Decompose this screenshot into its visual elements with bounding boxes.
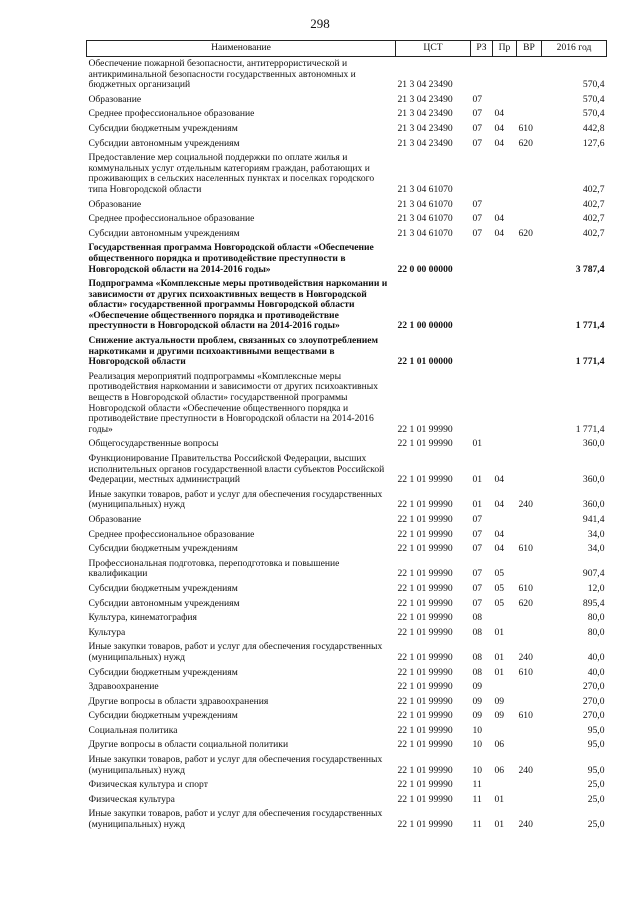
cell-pr: 01 <box>494 651 505 663</box>
cell-pr: 04 <box>494 137 505 149</box>
cell-amount: 570,4 <box>582 79 605 91</box>
cell-pr <box>493 57 517 93</box>
cell-name: Иные закупки товаров, работ и услуг для обеспечения государственных (муниципальных) нужд <box>88 488 383 511</box>
header-name: Наименование <box>87 41 396 57</box>
cell-pr: 06 <box>494 739 505 751</box>
cell-cst: 22 1 01 99990 <box>397 695 453 707</box>
cell-pr: 05 <box>494 568 505 580</box>
cell-rz: 07 <box>472 528 483 540</box>
cell-pr: 05 <box>494 582 505 594</box>
cell-rz: 09 <box>472 710 483 722</box>
table-row <box>87 137 607 152</box>
cell-cst: 22 1 00 00000 <box>397 320 453 332</box>
cell-pr: 04 <box>494 474 505 486</box>
cell-cst: 21 3 04 61070 <box>397 227 453 239</box>
cell-cst: 22 1 01 00000 <box>397 356 453 368</box>
cell-name: Социальная политика <box>88 724 178 736</box>
cell-amount: 80,0 <box>587 626 605 638</box>
cell-vr: 240 <box>518 499 533 511</box>
cell-vr <box>517 212 542 227</box>
cell-amount: 907,4 <box>582 568 605 580</box>
table-row <box>87 212 607 227</box>
cell-name: Культура, кинематография <box>88 612 197 624</box>
cell-name: Предоставление мер социальной поддержки по оплате жилья и коммунальных услуг отдельным категориям граждан, работающих и проживающих в сельских населенных пунктах и поселках городского типа Новгородской области <box>88 152 375 195</box>
cell-pr: 06 <box>494 764 505 776</box>
cell-vr <box>517 437 542 452</box>
cell-rz: 07 <box>472 122 483 134</box>
cell-name: Субсидии бюджетным учреждениям <box>88 543 238 555</box>
cell-name: Реализация мероприятий подпрограммы «Комплексные меры противодействия наркомании и зависимости от других психоактивных веществ в Новгородской области» государственной программы Новгородской области «Обеспечение общественного порядка и противодействие преступности в Новгородской области на 2014-2016 годы» <box>88 370 379 435</box>
cell-amount: 34,0 <box>587 543 605 555</box>
table-row <box>87 452 607 488</box>
cell-amount: 360,0 <box>582 474 605 486</box>
cell-rz: 07 <box>472 198 483 210</box>
page-number: 298 <box>310 16 330 31</box>
cell-rz: 07 <box>472 227 483 239</box>
cell-vr <box>517 198 542 213</box>
cell-name: Образование <box>88 198 142 210</box>
cell-vr <box>517 370 542 438</box>
cell-amount: 25,0 <box>587 793 605 805</box>
cell-rz: 07 <box>472 568 483 580</box>
cell-rz: 07 <box>472 582 483 594</box>
cell-amount: 34,0 <box>587 528 605 540</box>
cell-rz: 07 <box>472 213 483 225</box>
cell-pr <box>493 778 517 793</box>
cell-name: Среднее профессиональное образование <box>88 108 255 120</box>
table-row <box>87 666 607 681</box>
cell-name: Субсидии автономным учреждениям <box>88 137 240 149</box>
table-row <box>87 513 607 528</box>
cell-rz: 10 <box>472 724 483 736</box>
cell-vr <box>517 107 542 122</box>
table-row <box>87 753 607 778</box>
table-row <box>87 334 607 370</box>
cell-cst: 21 3 04 61070 <box>397 183 453 195</box>
cell-cst: 22 0 00 00000 <box>397 263 453 275</box>
cell-vr <box>517 513 542 528</box>
cell-rz: 07 <box>472 543 483 555</box>
cell-vr: 610 <box>518 122 533 134</box>
cell-name: Культура <box>88 626 126 638</box>
table-row <box>87 241 607 277</box>
cell-cst: 22 1 01 99990 <box>397 582 453 594</box>
cell-rz: 07 <box>472 93 483 105</box>
cell-cst: 22 1 01 99990 <box>397 724 453 736</box>
header-rz: РЗ <box>471 41 493 57</box>
cell-rz <box>471 241 493 277</box>
table-row <box>87 597 607 612</box>
cell-rz: 11 <box>472 819 482 831</box>
cell-name: Общегосударственные вопросы <box>88 438 219 450</box>
cell-name: Другие вопросы в области социальной политики <box>88 739 289 751</box>
cell-rz: 09 <box>472 681 483 693</box>
budget-table <box>86 40 607 833</box>
cell-name: Государственная программа Новгородской области «Обеспечение общественного порядка и противодействие преступности в Новгородской области на 2014-2016 годы» <box>88 242 374 275</box>
cell-name: Субсидии бюджетным учреждениям <box>88 710 238 722</box>
cell-amount: 25,0 <box>587 779 605 791</box>
cell-name: Функционирование Правительства Российской Федерации, высших исполнительных органов государственной власти субъектов Российской Федерации, местных администраций <box>88 453 385 486</box>
table-row <box>87 640 607 665</box>
cell-amount: 40,0 <box>587 666 605 678</box>
cell-vr <box>517 778 542 793</box>
cell-cst: 22 1 01 99990 <box>397 528 453 540</box>
header-year: 2016 год <box>542 41 607 57</box>
cell-amount: 402,7 <box>582 227 605 239</box>
cell-amount: 127,6 <box>582 137 605 149</box>
cell-name: Обеспечение пожарной безопасности, антитеррористической и антикриминальной безопасности государственных автономных и бюджетных организаций <box>88 58 356 91</box>
cell-amount: 270,0 <box>582 695 605 707</box>
cell-pr: 09 <box>494 695 505 707</box>
cell-vr: 240 <box>518 764 533 776</box>
cell-cst: 21 3 04 61070 <box>397 213 453 225</box>
cell-name: Другие вопросы в области здравоохранения <box>88 695 269 707</box>
table-row <box>87 370 607 438</box>
table-row <box>87 778 607 793</box>
cell-amount: 895,4 <box>582 597 605 609</box>
cell-name: Субсидии автономным учреждениям <box>88 227 240 239</box>
cell-amount: 3 787,4 <box>575 263 605 275</box>
cell-vr <box>517 793 542 808</box>
cell-name: Среднее профессиональное образование <box>88 213 255 225</box>
table-row <box>87 198 607 213</box>
cell-cst: 22 1 01 99990 <box>397 793 453 805</box>
cell-vr: 620 <box>518 137 533 149</box>
table-row <box>87 695 607 710</box>
cell-rz: 08 <box>472 612 483 624</box>
cell-pr <box>493 611 517 626</box>
cell-amount: 442,8 <box>582 122 605 134</box>
cell-amount: 360,0 <box>582 499 605 511</box>
cell-cst: 22 1 01 99990 <box>397 681 453 693</box>
cell-pr <box>493 277 517 334</box>
cell-rz: 01 <box>472 438 483 450</box>
cell-name: Субсидии бюджетным учреждениям <box>88 582 238 594</box>
cell-vr <box>517 626 542 641</box>
cell-amount: 95,0 <box>587 764 605 776</box>
cell-name: Иные закупки товаров, работ и услуг для обеспечения государственных (муниципальных) нужд <box>88 808 383 831</box>
table-row <box>87 277 607 334</box>
cell-amount: 941,4 <box>582 513 605 525</box>
cell-rz: 07 <box>472 108 483 120</box>
cell-rz: 10 <box>472 764 483 776</box>
cell-rz: 11 <box>472 779 482 791</box>
table-row <box>87 557 607 582</box>
cell-rz: 07 <box>472 137 483 149</box>
cell-rz: 08 <box>472 651 483 663</box>
cell-vr: 240 <box>518 819 533 831</box>
cell-vr <box>517 557 542 582</box>
cell-amount: 25,0 <box>587 819 605 831</box>
cell-pr <box>493 724 517 739</box>
cell-pr: 04 <box>494 213 505 225</box>
table-row <box>87 793 607 808</box>
cell-cst: 22 1 01 99990 <box>397 764 453 776</box>
cell-cst: 21 3 04 23490 <box>397 79 453 91</box>
cell-rz: 07 <box>472 513 483 525</box>
table-row <box>87 151 607 197</box>
cell-amount: 402,7 <box>582 213 605 225</box>
table-row <box>87 626 607 641</box>
table-row <box>87 724 607 739</box>
cell-vr <box>517 277 542 334</box>
cell-name: Здравоохранение <box>88 681 159 693</box>
cell-rz <box>471 57 493 93</box>
cell-pr <box>493 93 517 108</box>
cell-rz: 10 <box>472 739 483 751</box>
cell-rz: 01 <box>472 474 483 486</box>
cell-cst: 22 1 01 99990 <box>397 474 453 486</box>
cell-cst: 22 1 01 99990 <box>397 423 453 435</box>
cell-rz: 07 <box>472 597 483 609</box>
cell-amount: 95,0 <box>587 724 605 736</box>
table-row <box>87 227 607 242</box>
cell-name: Субсидии бюджетным учреждениям <box>88 666 238 678</box>
cell-amount: 270,0 <box>582 710 605 722</box>
table-row <box>87 488 607 513</box>
cell-name: Физическая культура и спорт <box>88 779 208 791</box>
table-row <box>87 122 607 137</box>
cell-rz <box>471 277 493 334</box>
table-row <box>87 93 607 108</box>
cell-name: Иные закупки товаров, работ и услуг для обеспечения государственных (муниципальных) нужд <box>88 754 383 776</box>
cell-amount: 270,0 <box>582 681 605 693</box>
cell-rz <box>471 151 493 197</box>
cell-rz: 08 <box>472 666 483 678</box>
cell-pr: 01 <box>494 793 505 805</box>
cell-vr: 610 <box>518 582 533 594</box>
cell-name: Субсидии автономным учреждениям <box>88 597 240 609</box>
table-row <box>87 807 607 832</box>
table-row <box>87 709 607 724</box>
cell-vr: 620 <box>518 227 533 239</box>
cell-cst: 22 1 01 99990 <box>397 710 453 722</box>
cell-pr <box>493 437 517 452</box>
table-row <box>87 57 607 93</box>
cell-cst: 22 1 01 99990 <box>397 739 453 751</box>
cell-cst: 22 1 01 99990 <box>397 543 453 555</box>
table-row <box>87 680 607 695</box>
cell-vr <box>517 334 542 370</box>
table-row <box>87 582 607 597</box>
cell-name: Субсидии бюджетным учреждениям <box>88 122 238 134</box>
cell-rz: 11 <box>472 793 482 805</box>
cell-pr: 01 <box>494 666 505 678</box>
cell-name: Подпрограмма «Комплексные меры противодействия наркомании и зависимости от других психоактивных веществ в Новгородской области» государственной программы Новгородской области «Обеспечение общественного порядка и противодействие преступности в Новгородской области на 2014-2016 годы» <box>88 278 388 332</box>
cell-vr <box>517 241 542 277</box>
cell-cst: 22 1 01 99990 <box>397 666 453 678</box>
cell-name: Иные закупки товаров, работ и услуг для обеспечения государственных (муниципальных) нужд <box>88 641 383 663</box>
cell-amount: 402,7 <box>582 183 605 195</box>
header-vr: ВР <box>517 41 542 57</box>
cell-pr: 04 <box>494 528 505 540</box>
cell-vr <box>517 93 542 108</box>
cell-pr: 04 <box>494 108 505 120</box>
cell-cst: 22 1 01 99990 <box>397 626 453 638</box>
cell-cst: 21 3 04 23490 <box>397 137 453 149</box>
cell-cst: 22 1 01 99990 <box>397 438 453 450</box>
table-row <box>87 107 607 122</box>
cell-amount: 95,0 <box>587 739 605 751</box>
cell-pr <box>493 241 517 277</box>
table-body <box>87 57 607 833</box>
cell-name: Образование <box>88 513 142 525</box>
cell-vr: 610 <box>518 666 533 678</box>
cell-vr: 240 <box>518 651 533 663</box>
cell-vr <box>517 695 542 710</box>
cell-pr: 01 <box>494 819 505 831</box>
cell-pr: 04 <box>494 499 505 511</box>
cell-vr <box>517 724 542 739</box>
cell-name: Среднее профессиональное образование <box>88 528 255 540</box>
cell-amount: 1 771,4 <box>575 320 605 332</box>
table-row <box>87 437 607 452</box>
table-row <box>87 738 607 753</box>
cell-cst: 21 3 04 23490 <box>397 108 453 120</box>
cell-cst: 22 1 01 99990 <box>397 819 453 831</box>
cell-cst: 21 3 04 61070 <box>397 198 453 210</box>
cell-pr <box>493 151 517 197</box>
cell-pr: 01 <box>494 626 505 638</box>
table-row <box>87 611 607 626</box>
cell-name: Физическая культура <box>88 793 175 805</box>
cell-pr <box>493 334 517 370</box>
cell-amount: 40,0 <box>587 651 605 663</box>
cell-rz: 09 <box>472 695 483 707</box>
cell-vr <box>517 611 542 626</box>
cell-cst: 22 1 01 99990 <box>397 779 453 791</box>
cell-cst: 22 1 01 99990 <box>397 612 453 624</box>
cell-amount: 12,0 <box>587 582 605 594</box>
cell-cst: 21 3 04 23490 <box>397 93 453 105</box>
cell-vr <box>517 528 542 543</box>
cell-vr <box>517 738 542 753</box>
cell-pr <box>493 198 517 213</box>
cell-name: Снижение актуальности проблем, связанных со злоупотреблением наркотиками и другими психоактивными веществами в Новгородской области <box>88 335 379 368</box>
cell-amount: 1 771,4 <box>575 356 605 368</box>
cell-pr: 09 <box>494 710 505 722</box>
cell-rz <box>471 334 493 370</box>
cell-amount: 570,4 <box>582 108 605 120</box>
cell-vr: 620 <box>518 597 533 609</box>
cell-rz: 01 <box>472 499 483 511</box>
cell-vr <box>517 452 542 488</box>
cell-pr: 04 <box>494 122 505 134</box>
cell-pr <box>493 513 517 528</box>
cell-amount: 1 771,4 <box>575 423 605 435</box>
cell-vr: 610 <box>518 543 533 555</box>
cell-amount: 402,7 <box>582 198 605 210</box>
cell-pr: 05 <box>494 597 505 609</box>
cell-amount: 80,0 <box>587 612 605 624</box>
header-pr: Пр <box>493 41 517 57</box>
cell-amount: 360,0 <box>582 438 605 450</box>
table-row <box>87 542 607 557</box>
cell-rz <box>471 370 493 438</box>
cell-vr <box>517 151 542 197</box>
cell-pr <box>493 370 517 438</box>
cell-vr: 610 <box>518 710 533 722</box>
cell-cst: 21 3 04 23490 <box>397 122 453 134</box>
cell-vr <box>517 57 542 93</box>
table-row <box>87 528 607 543</box>
table-header-row <box>87 41 607 57</box>
cell-vr <box>517 680 542 695</box>
cell-pr <box>493 680 517 695</box>
cell-amount: 570,4 <box>582 93 605 105</box>
cell-rz: 08 <box>472 626 483 638</box>
cell-name: Профессиональная подготовка, переподготовка и повышение квалификации <box>88 557 340 580</box>
cell-name: Образование <box>88 93 142 105</box>
cell-cst: 22 1 01 99990 <box>397 651 453 663</box>
cell-pr: 04 <box>494 543 505 555</box>
header-cst: ЦСТ <box>396 41 471 57</box>
cell-cst: 22 1 01 99990 <box>397 568 453 580</box>
cell-cst: 22 1 01 99990 <box>397 513 453 525</box>
cell-pr: 04 <box>494 227 505 239</box>
cell-cst: 22 1 01 99990 <box>397 597 453 609</box>
cell-cst: 22 1 01 99990 <box>397 499 453 511</box>
